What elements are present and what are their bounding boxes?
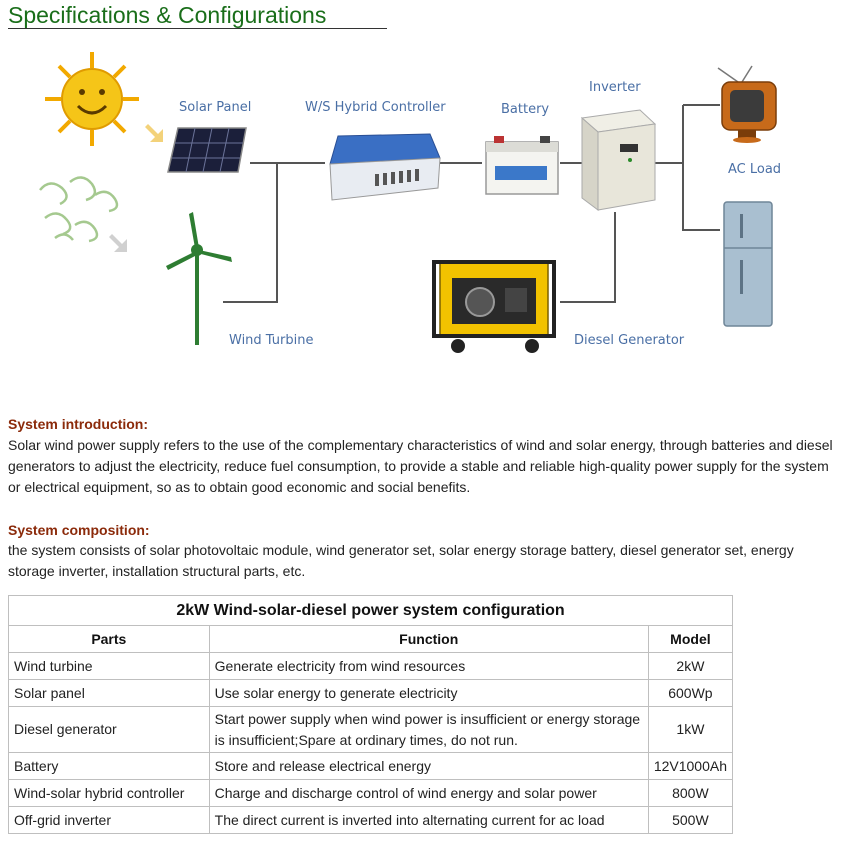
cell-function: Use solar energy to generate electricity [209,680,648,707]
cell-part: Wind-solar hybrid controller [9,780,210,807]
cell-function: Store and release electrical energy [209,753,648,780]
cell-part: Wind turbine [9,653,210,680]
table-row [9,707,733,753]
cell-part: Diesel generator [9,707,210,753]
composition-text: the system consists of solar photovoltaic module, wind generator set, solar energy storage battery, diesel generator set, energy storage inverter, installation structural parts, etc. [8,542,794,579]
cell-part: Battery [9,753,210,780]
table-caption: 2kW Wind-solar-diesel power system configuration [9,596,733,626]
table-row [9,753,733,780]
introduction-heading: System introduction: [8,416,149,432]
cell-model: 12V1000Ah [648,753,732,780]
refrigerator-icon [724,202,772,326]
cell-part: Solar panel [9,680,210,707]
sun-arrow-icon [145,124,163,142]
label-diesel-generator: Diesel Generator [574,333,685,348]
cell-function: Start power supply when wind power is insufficient or energy storage is insufficient;Spare at ordinary times, do not run. [209,707,648,753]
header-parts: Parts [9,626,210,653]
introduction-text: Solar wind power supply refers to the use of the complementary characteristics of wind and solar energy, through batteries and diesel generators to adjust the electricity, reduce fuel consumption, to provide a stable and reliable high-quality power supply for the system or electrical equipment, so as to obtain good economic and social benefits. [8,437,833,495]
cell-function: The direct current is inverted into alternating current for ac load [209,807,648,834]
config-table [8,595,733,834]
cell-function: Generate electricity from wind resources [209,653,648,680]
cell-model: 1kW [648,707,732,753]
cell-part: Off-grid inverter [9,807,210,834]
diesel-generator-icon [432,262,556,353]
label-ac-load: AC Load [728,162,782,177]
system-diagram [0,40,854,380]
cell-model: 600Wp [648,680,732,707]
wind-icon [40,177,117,241]
inverter-icon [582,110,655,210]
table-header-row [9,626,733,653]
label-controller: W/S Hybrid Controller [305,100,446,115]
label-inverter: Inverter [589,80,641,95]
tv-icon [718,66,776,143]
label-wind-turbine: Wind Turbine [229,333,314,348]
cell-model: 800W [648,780,732,807]
wind-turbine-icon [166,212,232,345]
label-solar-panel: Solar Panel [179,100,252,115]
header-function: Function [209,626,648,653]
cell-model: 2kW [648,653,732,680]
wind-arrow-icon [109,234,127,252]
title-underline [8,28,387,29]
battery-icon [486,136,558,194]
cell-function: Charge and discharge control of wind energy and solar power [209,780,648,807]
composition-heading: System composition: [8,522,150,538]
cell-model: 500W [648,807,732,834]
table-row [9,680,733,707]
table-row [9,780,733,807]
table-row [9,807,733,834]
hybrid-controller-icon [330,134,440,200]
sun-icon [45,52,139,146]
header-model: Model [648,626,732,653]
label-battery: Battery [501,102,550,117]
table-row [9,653,733,680]
table-caption-row [9,596,733,626]
page-title: Specifications & Configurations [8,2,327,28]
solar-panel-icon [168,128,246,172]
